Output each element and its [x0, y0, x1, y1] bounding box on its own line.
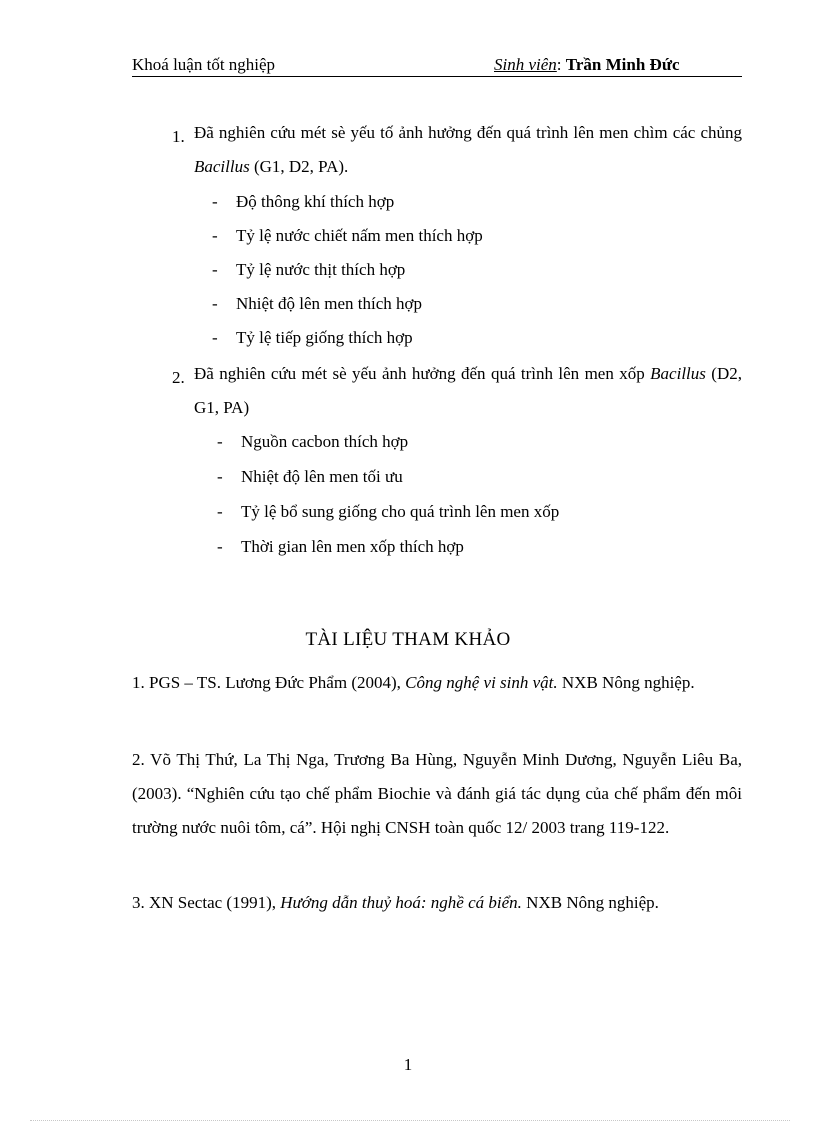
dash-marker: -	[212, 226, 218, 245]
list-item-text: Tỷ lệ nước chiết nấm men thích hợp	[236, 226, 483, 245]
header-student	[494, 54, 680, 76]
list-item-text: Nhiệt độ lên men tối ưu	[241, 467, 403, 486]
header-thesis-label: Khoá luận tốt nghiệp	[132, 55, 276, 74]
result-text-1-italic: Bacillus	[194, 157, 250, 176]
student-name: Trần Minh Đức	[565, 55, 680, 74]
dash-marker: -	[217, 467, 223, 486]
page-edge-divider	[30, 1120, 790, 1121]
result-number-1: 1.	[172, 127, 185, 146]
dash-marker: -	[217, 537, 223, 556]
references-title: TÀI LIỆU THAM KHẢO	[305, 629, 511, 650]
list-item-text: Tỷ lệ tiếp giống thích hợp	[236, 328, 413, 347]
dash-marker: -	[212, 260, 218, 279]
result-text-1	[194, 116, 742, 184]
dash-marker: -	[217, 502, 223, 521]
reference-3-text: 3. XN Sectac (1991),	[132, 893, 281, 912]
list-item-text: Tỷ lệ nước thịt thích hợp	[236, 260, 406, 279]
reference-2	[132, 743, 742, 845]
list-item-text: Thời gian lên men xốp thích hợp	[241, 537, 464, 556]
result-text-2-after: (D2, G1, PA)	[194, 364, 742, 417]
student-separator: :	[556, 55, 566, 74]
result-text-1-after: (G1, D2, PA).	[249, 157, 349, 176]
list-item-text: Nguồn cacbon thích hợp	[241, 432, 409, 451]
result-text-2-italic: Bacillus	[650, 364, 706, 383]
result-text-2-before: Đã nghiên cứu mét sè yếu ảnh hưởng đến quá trình lên men xốp	[194, 364, 651, 383]
reference-1	[132, 666, 742, 700]
dash-marker: -	[212, 192, 218, 211]
reference-1-title: Công nghệ vi sinh vật.	[405, 673, 558, 692]
reference-2-text: 2. Võ Thị Thứ, La Thị Nga, Trương Ba Hùng, Nguyễn Minh Dương, Nguyễn Liêu Ba, (2003). “Nghiên cứu tạo chế phẩm Biochie và đánh giá tác dụng của chế phẩm đến môi trường nước nuôi tôm, cá”. Hội nghị CNSH toàn quốc 12/ 2003 trang 119-122.	[132, 750, 742, 837]
reference-1-publisher: NXB Nông nghiệp.	[557, 673, 695, 692]
reference-3	[132, 886, 742, 920]
list-item-text: Nhiệt độ lên men thích hợp	[236, 294, 423, 313]
page-number: 1	[403, 1055, 413, 1074]
student-label: Sinh viên	[494, 55, 557, 74]
dash-marker: -	[212, 294, 218, 313]
page-header	[132, 52, 742, 77]
list-item-text: Độ thông khí thích hợp	[236, 192, 395, 211]
reference-1-text: 1. PGS – TS. Lương Đức Phẩm (2004),	[132, 673, 406, 692]
result-text-2	[194, 357, 742, 425]
result-text-1-before: Đã nghiên cứu mét sè yếu tố ảnh hưởng đến quá trình lên men chìm các chủng	[194, 123, 742, 142]
reference-3-title: Hướng dẫn thuỷ hoá: nghề cá biển.	[280, 893, 522, 912]
dash-marker: -	[212, 328, 218, 347]
list-item-text: Tỷ lệ bổ sung giống cho quá trình lên men xốp	[241, 502, 560, 521]
dash-marker: -	[217, 432, 223, 451]
result-number-2: 2.	[172, 368, 185, 387]
reference-3-publisher: NXB Nông nghiệp.	[521, 893, 659, 912]
